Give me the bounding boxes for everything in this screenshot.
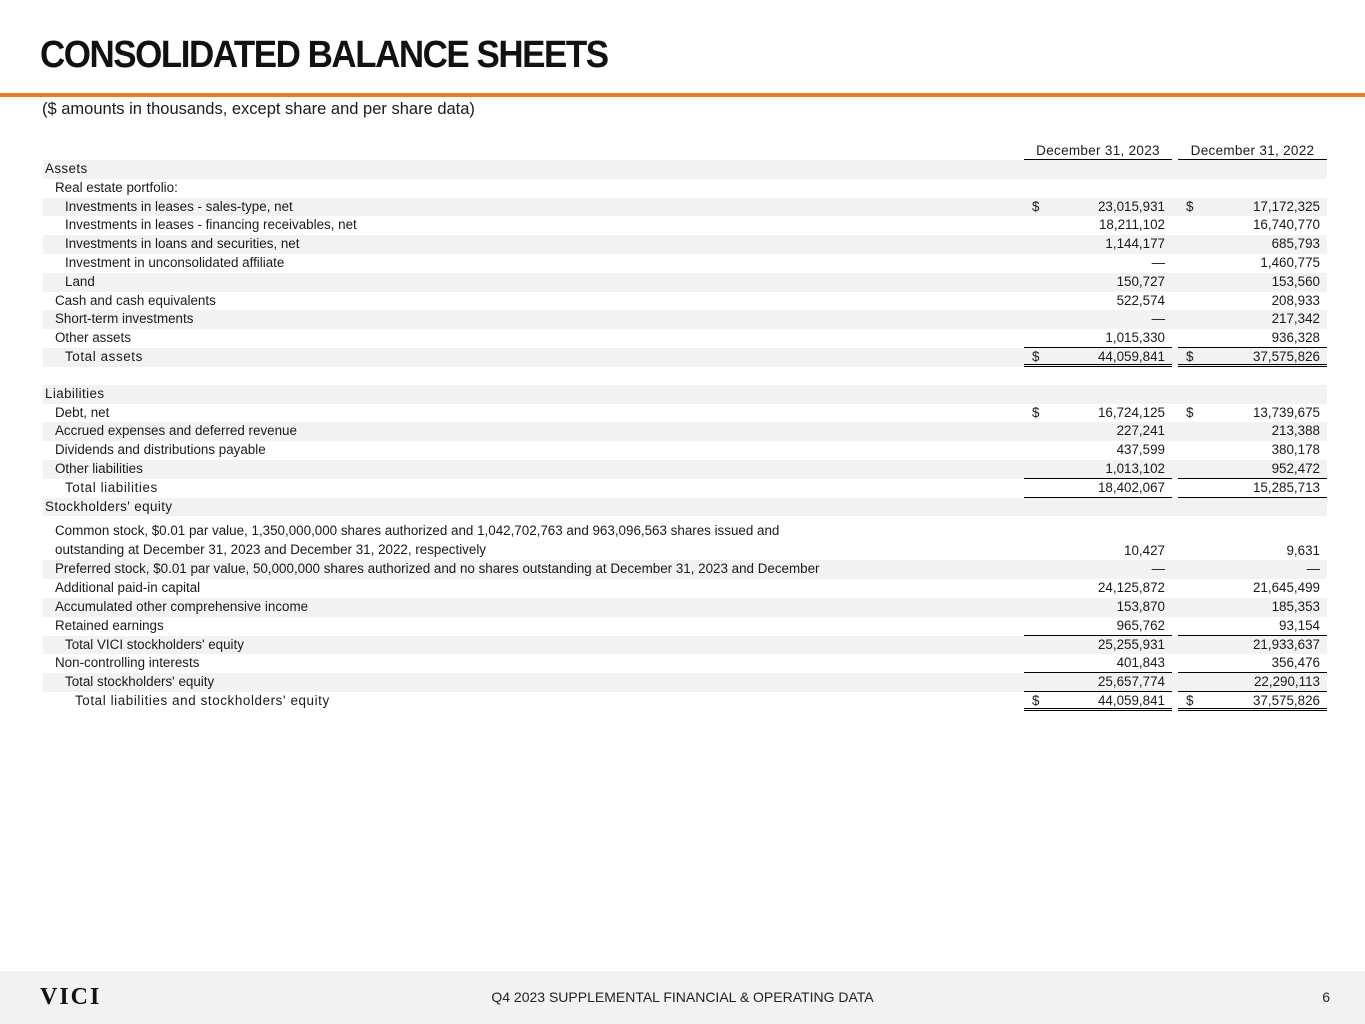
row-label: Cash and cash equivalents — [55, 292, 216, 308]
value-2022 — [1178, 560, 1327, 579]
page-title: CONSOLIDATED BALANCE SHEETS — [40, 34, 608, 76]
row-label: Stockholders' equity — [45, 498, 173, 514]
title-divider — [0, 93, 1365, 97]
row-label: Investments in loans and securities, net — [65, 236, 300, 252]
value-number: 44,059,841 — [1097, 692, 1165, 708]
row-label: Real estate portfolio: — [55, 179, 178, 195]
table-row — [43, 292, 1327, 311]
value-number: 25,255,931 — [1097, 636, 1165, 652]
dollar-sign: $ — [1186, 404, 1194, 420]
value-number: 952,472 — [1271, 460, 1320, 476]
row-label: Retained earnings — [55, 617, 164, 633]
row-label: Other assets — [55, 330, 131, 346]
value-2023 — [1024, 692, 1172, 711]
value-2023 — [1024, 310, 1172, 329]
value-number: 153,560 — [1271, 273, 1320, 289]
value-2022 — [1178, 692, 1327, 711]
total-row-liabilities — [43, 479, 1327, 498]
spacer-row — [43, 367, 1327, 385]
row-label: Preferred stock, $0.01 par value, 50,000,000 shares authorized and no shares outstanding at December 31, 2023 and December — [55, 561, 820, 577]
value-number: 37,575,826 — [1252, 348, 1320, 364]
value-number: 18,402,067 — [1097, 479, 1165, 495]
value-number: 13,739,675 — [1252, 404, 1320, 420]
table-row — [43, 617, 1327, 636]
value-2023 — [1024, 348, 1172, 367]
value-2022 — [1178, 273, 1327, 292]
value-2022 — [1178, 579, 1327, 598]
row-label: Investments in leases - financing receivables, net — [65, 217, 357, 233]
row-label: Other liabilities — [55, 460, 143, 476]
row-label: Accrued expenses and deferred revenue — [55, 423, 297, 439]
table-row — [43, 673, 1327, 692]
value-number: 21,933,637 — [1252, 636, 1320, 652]
row-label: Short-term investments — [55, 311, 194, 327]
value-number: 15,285,713 — [1252, 479, 1320, 495]
value-2023 — [1024, 579, 1172, 598]
value-number: 1,460,775 — [1260, 254, 1320, 270]
vici-logo: VICI — [40, 984, 102, 1010]
page-number: 6 — [1322, 989, 1330, 1005]
value-2022 — [1178, 441, 1327, 460]
footer-caption: Q4 2023 SUPPLEMENTAL FINANCIAL & OPERATING DATA — [491, 989, 874, 1005]
row-label: Non-controlling interests — [55, 655, 200, 671]
value-2022 — [1178, 460, 1327, 479]
dollar-sign: $ — [1186, 348, 1194, 364]
value-number: 965,762 — [1116, 617, 1165, 633]
page-subtitle: ($ amounts in thousands, except share and per share data) — [42, 100, 475, 118]
value-number: 522,574 — [1116, 292, 1165, 308]
table-row — [43, 235, 1327, 254]
section-header-liabilities — [43, 385, 1327, 404]
table-row — [43, 636, 1327, 655]
value-2023 — [1024, 460, 1172, 479]
value-2022 — [1178, 598, 1327, 617]
value-2022 — [1178, 516, 1327, 560]
value-number: 401,843 — [1116, 655, 1165, 671]
value-2022 — [1178, 292, 1327, 311]
table-row — [43, 460, 1327, 479]
value-number: 380,178 — [1271, 442, 1320, 458]
value-2022 — [1178, 235, 1327, 254]
value-2023 — [1024, 654, 1172, 673]
table-row — [43, 654, 1327, 673]
table-row — [43, 254, 1327, 273]
value-number: 356,476 — [1271, 655, 1320, 671]
row-label: Total liabilities — [65, 479, 158, 495]
value-number: 25,657,774 — [1097, 674, 1165, 690]
column-header-row — [43, 141, 1327, 160]
value-2023 — [1024, 235, 1172, 254]
value-number: 153,870 — [1116, 598, 1165, 614]
value-number: 208,933 — [1271, 292, 1320, 308]
value-number: 1,015,330 — [1105, 330, 1165, 346]
value-number: 217,342 — [1271, 311, 1320, 327]
dollar-sign: $ — [1032, 692, 1040, 708]
value-number: 37,575,826 — [1252, 692, 1320, 708]
value-2022 — [1178, 216, 1327, 235]
value-2023 — [1024, 254, 1172, 273]
value-number: 437,599 — [1116, 442, 1165, 458]
value-2022 — [1178, 404, 1327, 423]
value-2022 — [1178, 329, 1327, 348]
value-2023 — [1024, 673, 1172, 692]
value-2023 — [1024, 329, 1172, 348]
value-number: 23,015,931 — [1097, 198, 1165, 214]
value-number: 18,211,102 — [1098, 217, 1165, 233]
table-row — [43, 579, 1327, 598]
value-2023 — [1024, 598, 1172, 617]
row-label: Total stockholders' equity — [65, 674, 215, 690]
value-2023 — [1024, 441, 1172, 460]
value-number: 685,793 — [1271, 236, 1320, 252]
dollar-sign: $ — [1032, 198, 1040, 214]
row-label-line1: Common stock, $0.01 par value, 1,350,000,000 shares authorized and 1,042,702,763 and 963,096,563 shares issued and — [55, 523, 780, 539]
row-label: Accumulated other comprehensive income — [55, 598, 309, 614]
row-label: Total assets — [65, 348, 143, 364]
balance-sheet-table — [43, 141, 1327, 711]
total-row-assets — [43, 348, 1327, 367]
row-label: Debt, net — [55, 404, 110, 420]
table-row — [43, 404, 1327, 423]
table-row — [43, 598, 1327, 617]
value-2022 — [1178, 673, 1327, 692]
table-row — [43, 216, 1327, 235]
value-2023 — [1024, 216, 1172, 235]
value-2022 — [1178, 654, 1327, 673]
value-2023 — [1024, 404, 1172, 423]
row-label: Liabilities — [45, 385, 105, 401]
value-number: — — [1151, 254, 1165, 270]
value-2023 — [1024, 636, 1172, 655]
value-2022 — [1178, 636, 1327, 655]
value-number: — — [1306, 561, 1320, 577]
value-2022 — [1178, 422, 1327, 441]
section-header-assets — [43, 160, 1327, 179]
dollar-sign: $ — [1186, 692, 1194, 708]
section-header-equity — [43, 498, 1327, 517]
value-number: — — [1151, 311, 1165, 327]
value-2022 — [1178, 254, 1327, 273]
table-row — [43, 441, 1327, 460]
value-number: 21,645,499 — [1252, 580, 1320, 596]
value-number: 24,125,872 — [1097, 580, 1165, 596]
value-2023 — [1024, 560, 1172, 579]
row-label: Assets — [45, 161, 88, 176]
dollar-sign: $ — [1032, 348, 1040, 364]
value-number: 16,740,770 — [1252, 217, 1320, 233]
column-header-2023: December 31, 2023 — [1024, 143, 1172, 160]
value-2023 — [1024, 617, 1172, 636]
table-row — [43, 516, 1327, 560]
table-row — [43, 273, 1327, 292]
page-footer — [0, 971, 1365, 1024]
value-2023 — [1024, 273, 1172, 292]
value-2022 — [1178, 198, 1327, 217]
row-label: Investments in leases - sales-type, net — [65, 198, 293, 214]
row-label: Additional paid-in capital — [55, 580, 201, 596]
value-number: 22,290,113 — [1253, 674, 1320, 690]
value-number: 227,241 — [1116, 423, 1165, 439]
table-row — [43, 310, 1327, 329]
value-2023 — [1024, 516, 1172, 560]
value-2023 — [1024, 479, 1172, 498]
table-row — [43, 329, 1327, 348]
row-label-line2: outstanding at December 31, 2023 and December 31, 2022, respectively — [55, 542, 486, 558]
value-2023 — [1024, 292, 1172, 311]
value-number: — — [1151, 561, 1165, 577]
value-2022 — [1178, 348, 1327, 367]
row-label: Total liabilities and stockholders' equity — [75, 692, 330, 708]
total-row-liabilities-and-equity — [43, 692, 1327, 711]
value-number: 44,059,841 — [1097, 348, 1165, 364]
value-number: 17,172,325 — [1252, 198, 1320, 214]
value-number: 1,144,177 — [1105, 236, 1165, 252]
value-number: 16,724,125 — [1097, 404, 1165, 420]
value-2023 — [1024, 198, 1172, 217]
value-number: 936,328 — [1271, 330, 1320, 346]
value-number: 150,727 — [1116, 273, 1165, 289]
value-number: 9,631 — [1286, 543, 1320, 559]
dollar-sign: $ — [1186, 198, 1194, 214]
value-2022 — [1178, 617, 1327, 636]
table-row — [43, 422, 1327, 441]
value-2023 — [1024, 422, 1172, 441]
table-row — [43, 560, 1327, 579]
value-2022 — [1178, 310, 1327, 329]
value-number: 10,427 — [1124, 543, 1165, 559]
value-number: 93,154 — [1279, 617, 1320, 633]
table-row — [43, 198, 1327, 217]
row-label: Dividends and distributions payable — [55, 442, 266, 458]
value-number: 1,013,102 — [1105, 460, 1165, 476]
value-2022 — [1178, 479, 1327, 498]
row-label-multiline — [43, 521, 779, 559]
value-number: 185,353 — [1271, 598, 1320, 614]
table-row — [43, 179, 1327, 198]
row-label: Total VICI stockholders' equity — [65, 636, 244, 652]
row-label: Investment in unconsolidated affiliate — [65, 254, 285, 270]
column-header-2022: December 31, 2022 — [1178, 143, 1327, 160]
value-number: 213,388 — [1271, 423, 1320, 439]
row-label: Land — [65, 273, 95, 289]
dollar-sign: $ — [1032, 404, 1040, 420]
